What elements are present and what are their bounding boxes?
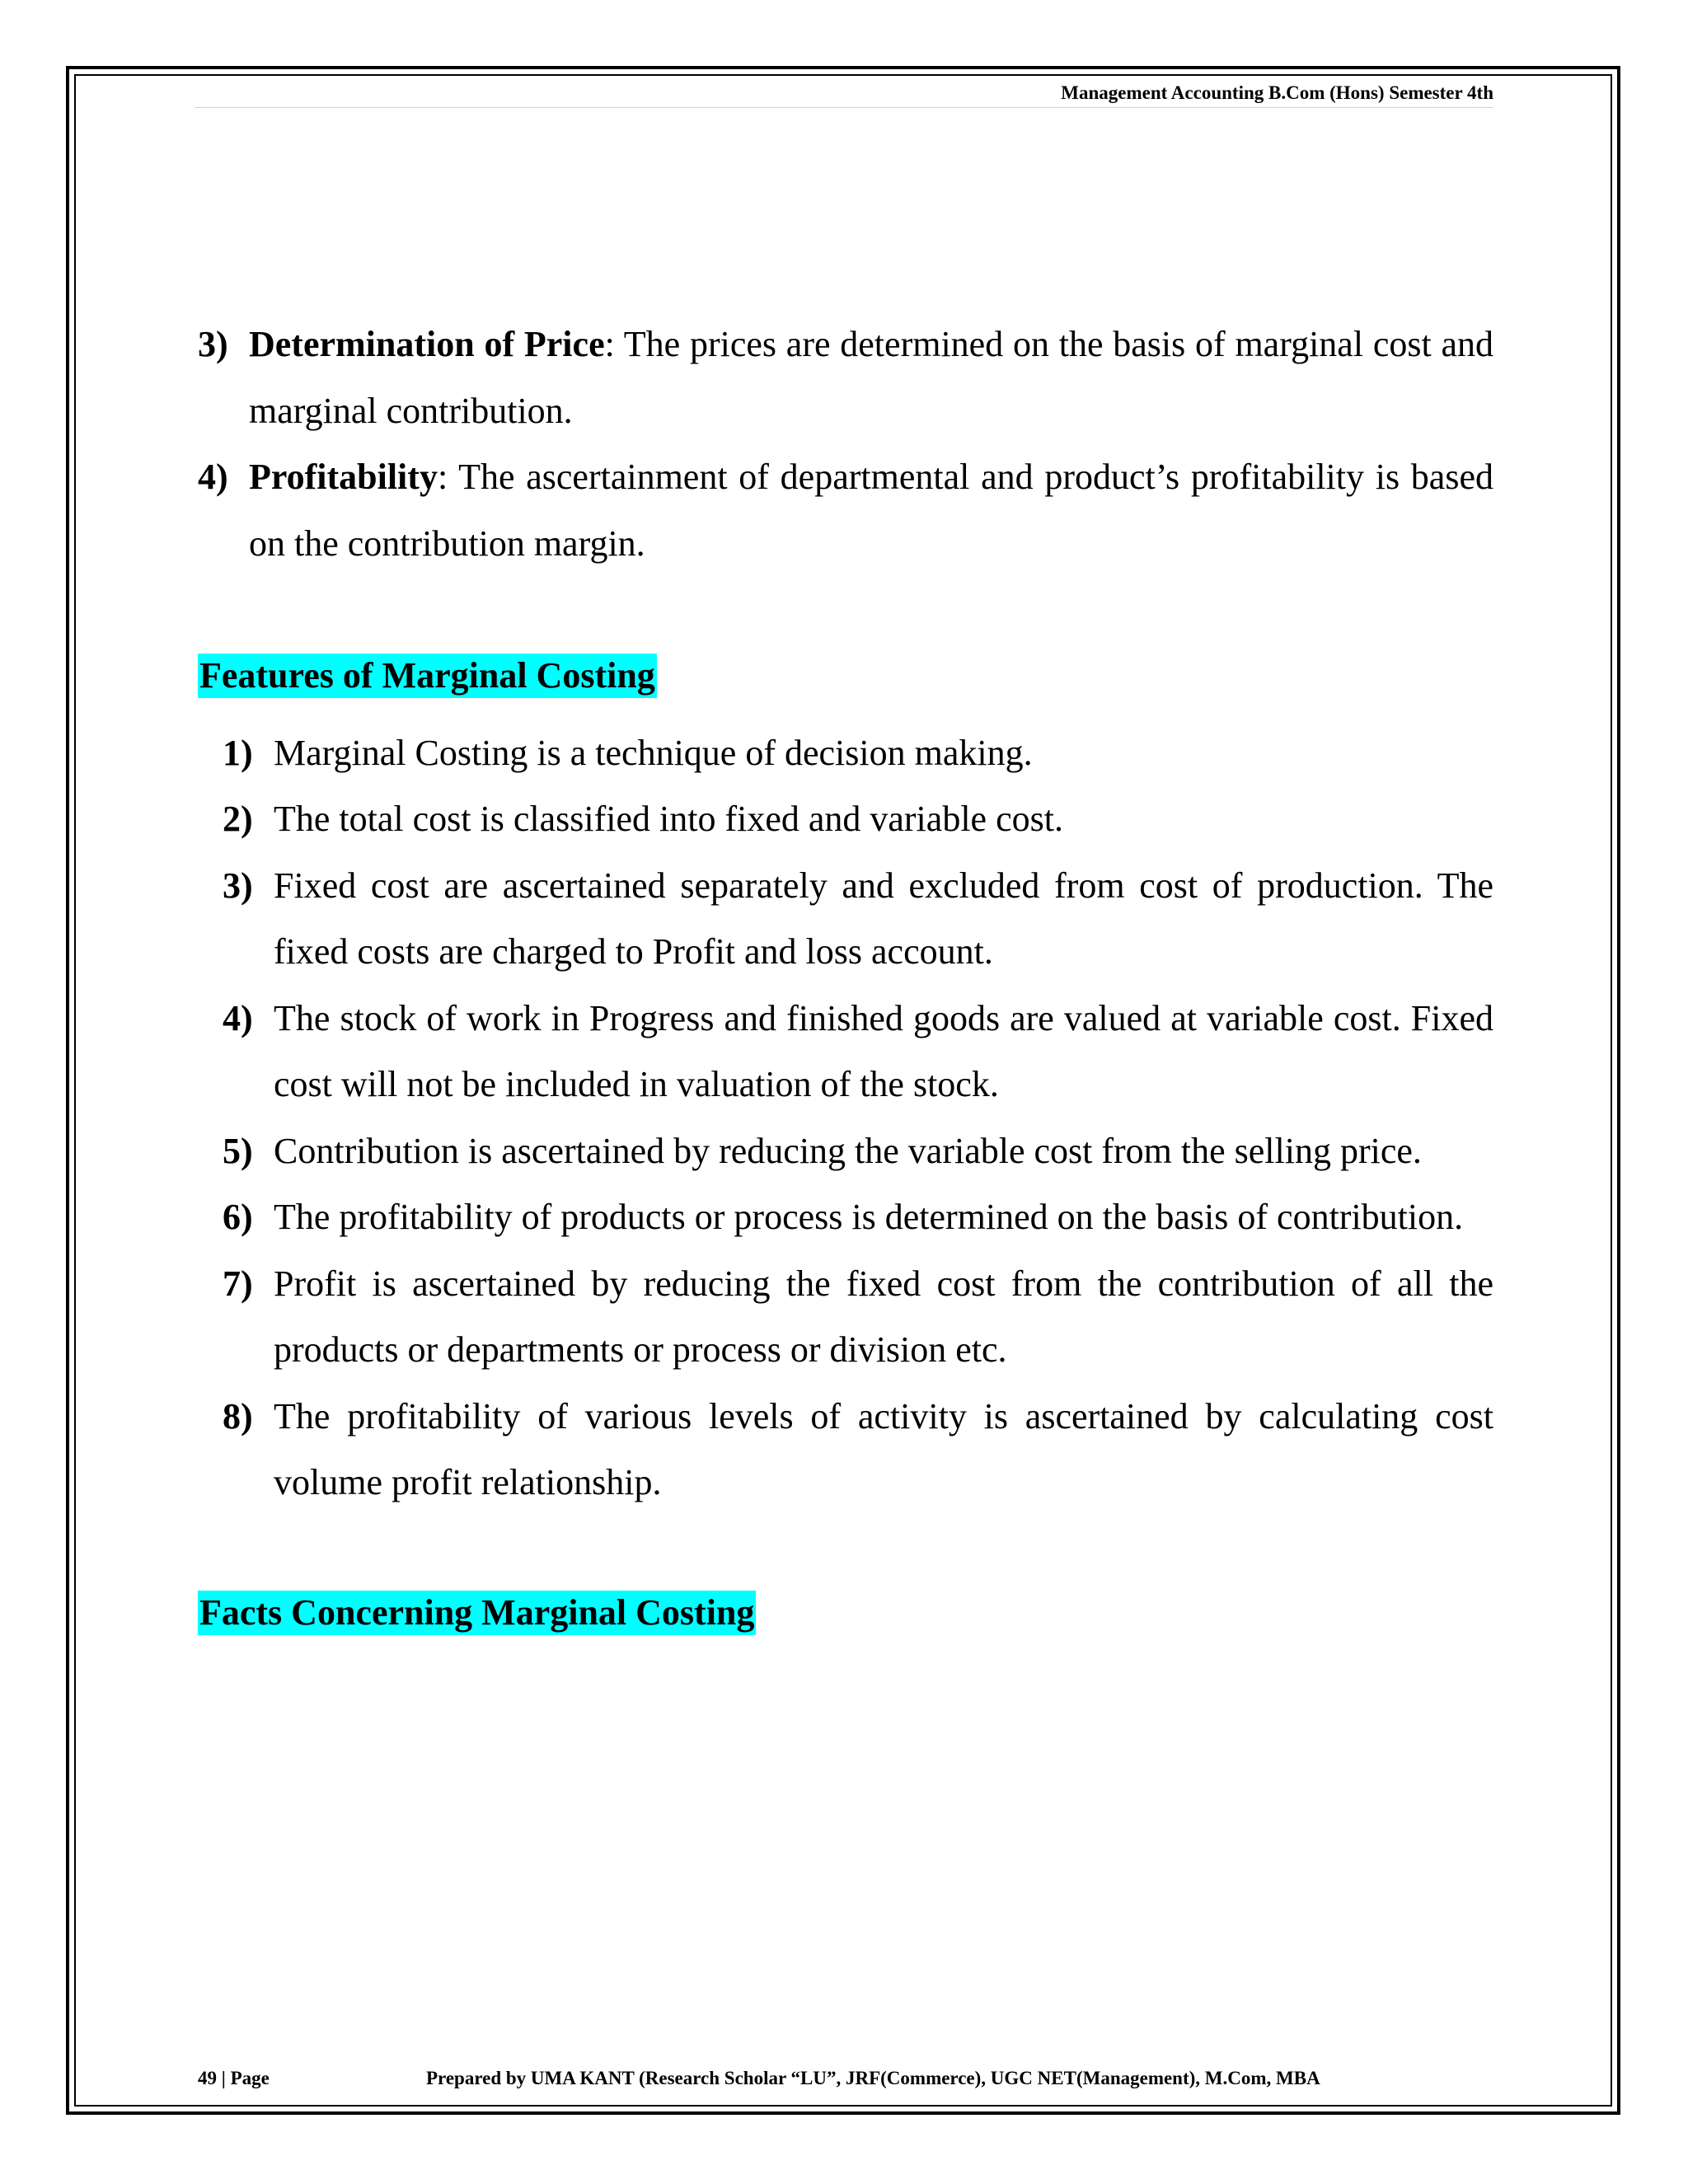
item-term: Profitability: [249, 457, 438, 497]
list-item: [198, 1251, 1493, 1384]
list-item: [198, 853, 1493, 986]
list-item: [198, 312, 1493, 444]
item-number: 4): [198, 457, 228, 497]
prepared-by: Prepared by UMA KANT (Research Scholar “LU”, JRF(Commerce), UGC NET(Management), M.Com, MBA: [426, 2068, 1320, 2088]
section-heading-features: Features of Marginal Costing: [198, 654, 657, 698]
section-heading-wrap: [198, 643, 1493, 710]
item-number: 4): [223, 997, 253, 1038]
item-text: Contribution is ascertained by reducing the variable cost from the selling price.: [274, 1130, 1422, 1171]
list-item: [198, 786, 1493, 853]
item-number: 5): [223, 1130, 253, 1171]
item-number: 8): [223, 1395, 253, 1436]
item-text: [249, 457, 1493, 564]
item-number: 3): [198, 324, 228, 364]
item-text: The total cost is classified into fixed and variable cost.: [274, 799, 1063, 839]
section-heading-facts: Facts Concerning Marginal Costing: [198, 1591, 756, 1635]
list-item: [198, 1184, 1493, 1251]
list-item: [198, 720, 1493, 787]
item-description: : The prices are determined on the basis of marginal cost and marginal contribution.: [249, 324, 1493, 431]
list-item: [198, 1384, 1493, 1516]
page-number: 49 | Page: [198, 2068, 270, 2088]
list-item: [198, 1118, 1493, 1185]
page-content: [198, 312, 1493, 1646]
header-title: Management Accounting B.Com (Hons) Semester 4th: [1061, 82, 1493, 103]
item-number: 7): [223, 1263, 253, 1304]
item-text: [249, 324, 1493, 431]
item-text: Marginal Costing is a technique of decision making.: [274, 732, 1033, 773]
item-term: Determination of Price: [249, 324, 605, 364]
list-item: [198, 986, 1493, 1118]
item-text: Profit is ascertained by reducing the fixed cost from the contribution of all the products or departments or process or division etc.: [274, 1263, 1493, 1370]
item-text: The stock of work in Progress and finished goods are valued at variable cost. Fixed cost will not be included in valuation of the stock.: [274, 997, 1493, 1104]
item-number: 3): [223, 865, 253, 906]
item-number: 2): [223, 799, 253, 839]
item-text: The profitability of various levels of activity is ascertained by calculating cost volume profit relationship.: [274, 1395, 1493, 1502]
list-item: [198, 444, 1493, 577]
page-header: [195, 81, 1493, 108]
section-heading-wrap: [198, 1580, 1493, 1647]
item-number: 6): [223, 1197, 253, 1237]
item-number: 1): [223, 732, 253, 773]
item-description: : The ascertainment of departmental and product’s profitability is based on the contribution margin.: [249, 457, 1493, 564]
item-text: The profitability of products or process is determined on the basis of contribution.: [274, 1197, 1464, 1237]
item-text: Fixed cost are ascertained separately and excluded from cost of production. The fixed costs are charged to Profit and loss account.: [274, 865, 1493, 972]
